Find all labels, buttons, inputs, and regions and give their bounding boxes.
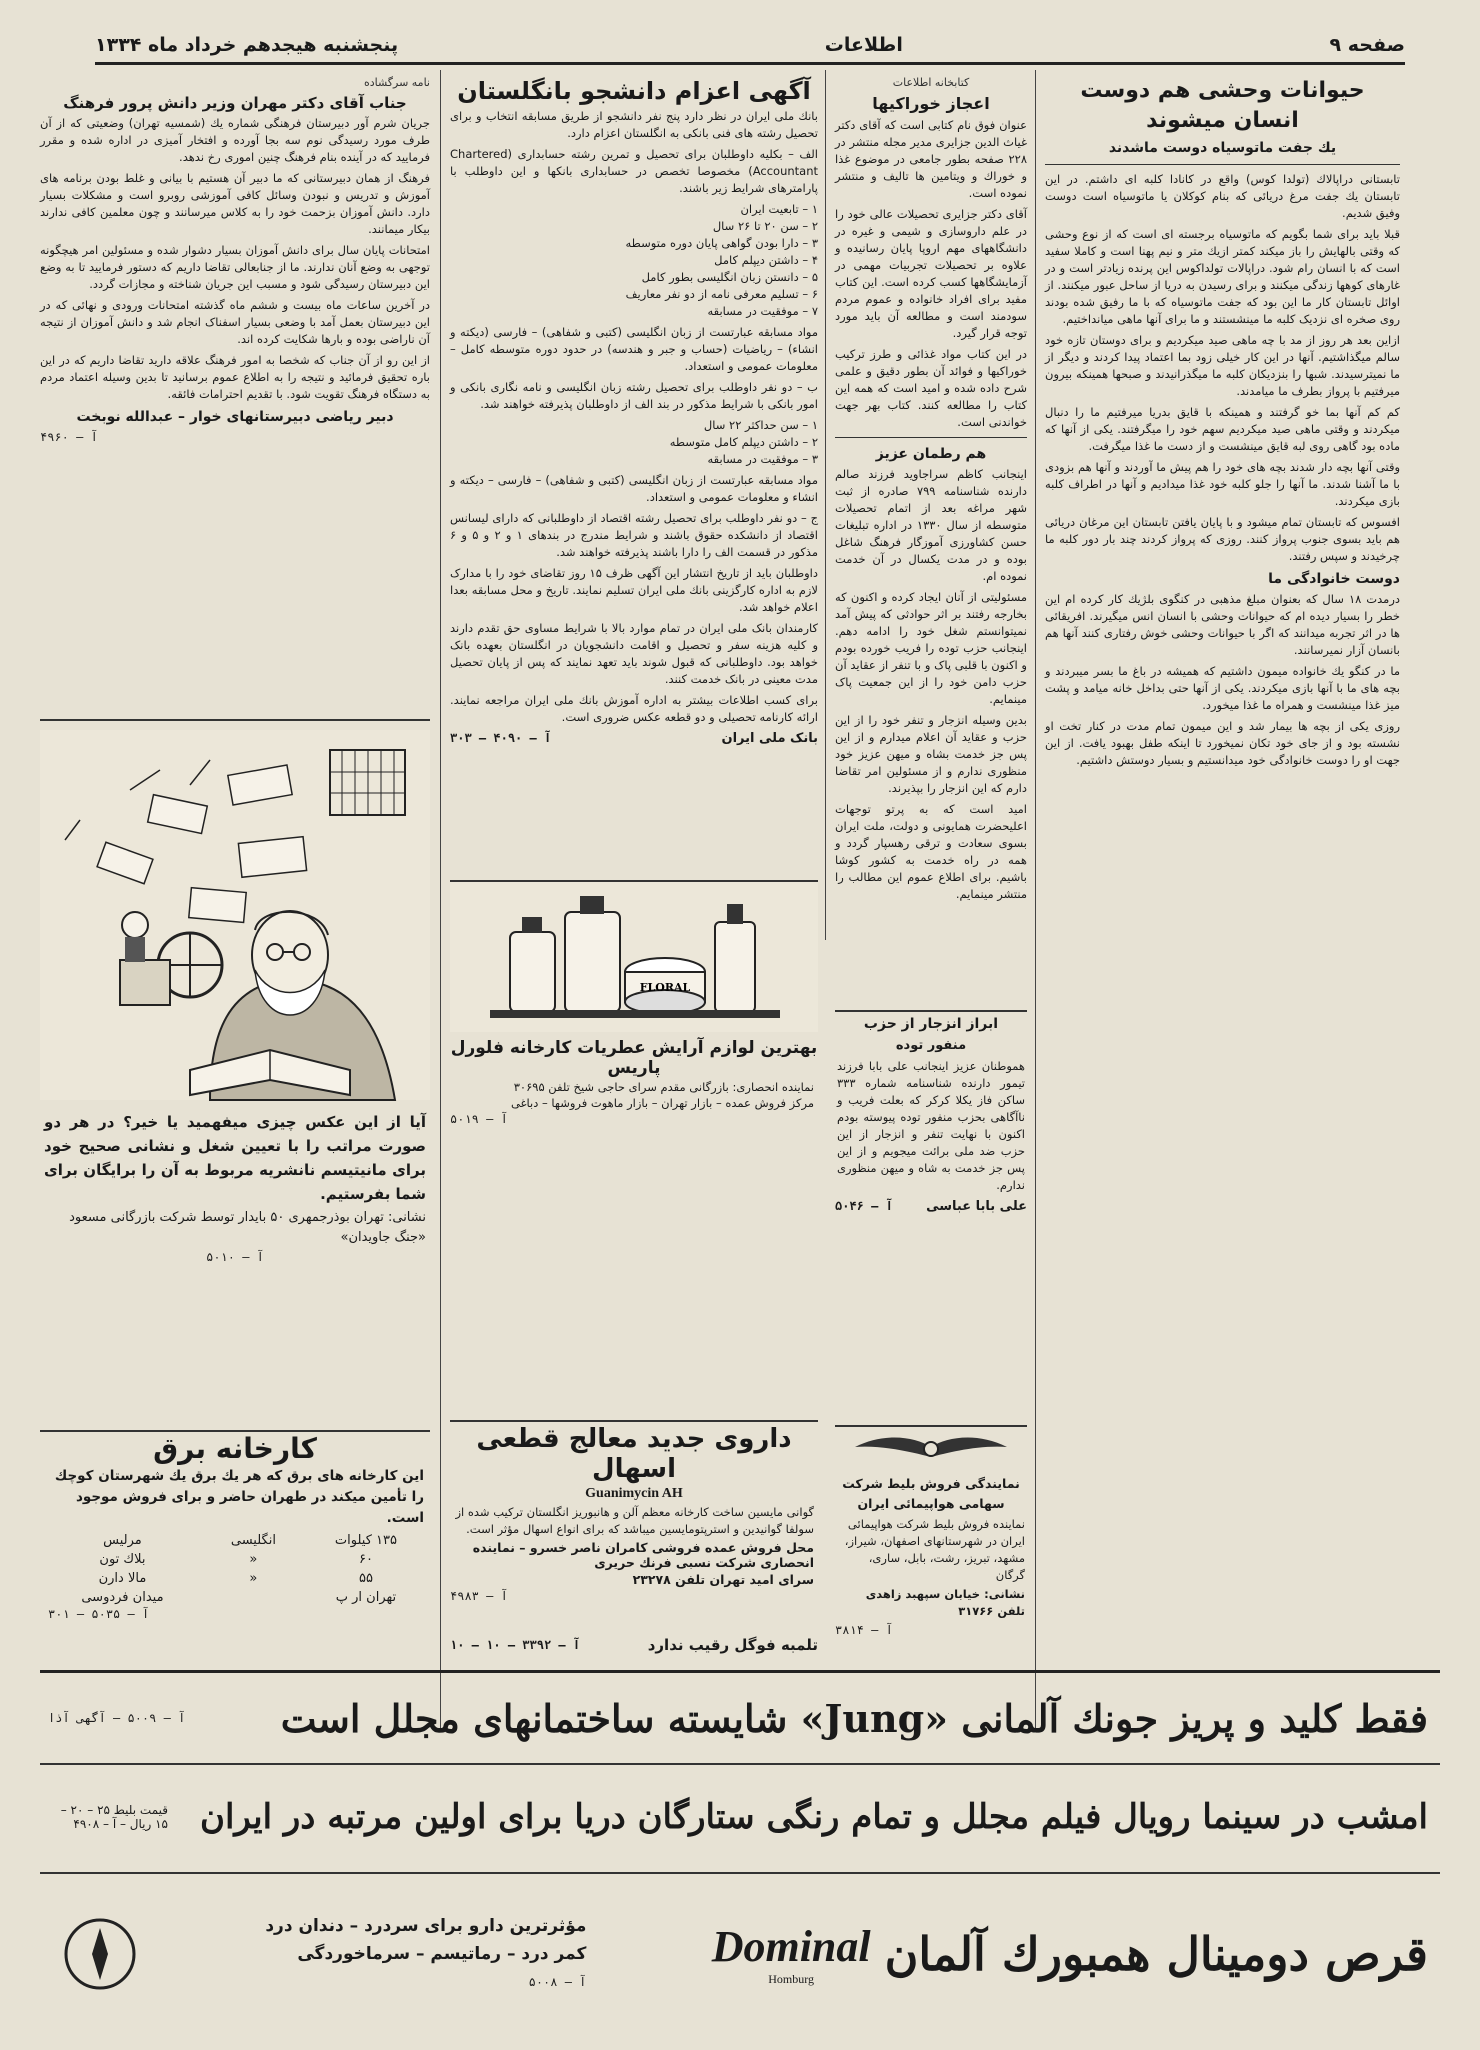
article-wild-animals — [1045, 74, 1400, 1664]
open-letter — [40, 74, 430, 721]
ad-power-plant — [40, 1430, 430, 1667]
ad-title: نمایندگی فروش بلیط شرکت سهامی هواپیمائی ایران — [842, 1476, 1020, 1511]
paragraph: امید است که به پرتو توجهات اعلیحضرت همایونی و دولت، ملت ایران بسوی سعادت و ترقی رهسپار گردد و همه در راه خدمت به کشور کوشا باشیم. برای اطلاع عموم این مطالب را منتشر مینمایم. — [835, 802, 1027, 901]
table-row — [40, 1569, 430, 1588]
paragraph: تابستانی دراپالاك (تولدا کوس) واقع در کانادا کلبه ای داشتم. در این تابستان یك جفت مرغ دریائی که بنام کوکلان یا ماتوسیاه است دوست وفیق شدیم. — [1045, 172, 1400, 220]
section-heading: هم رطمان عزیز — [875, 446, 987, 462]
brand-latin: Dominal — [711, 1922, 871, 1971]
ad-headline: داروی جدید معالج قطعی اسهال — [476, 1424, 792, 1484]
paragraph: ج – دو نفر داوطلب برای تحصیل رشته اقتصاد از داوطلبانی که دارای لیسانس اقتصاد از دانشکده حقوق باشند و شرایط مندرج در بندهای ۱ و ۲ و ۵ و ۶ مذکور در قسمت الف را دارا باشند پذیرفته خواهند شد. — [450, 511, 818, 559]
ad-text: تلمبه فوگل رقیب ندارد — [647, 1636, 818, 1654]
paragraph: عنوان فوق نام کتابی است که آقای دکتر غیاث الدین جزایری مدیر مجله منتشر در ۲۲۸ صفحه بطور جامعی در موضوع غذا و خوراك و ویتامین ها تالیف و منتشر نموده است. — [835, 118, 1027, 200]
paragraph: مواد مسابقه عبارتست از زبان انگلیسی (کتبی و شفاهی) – فارسی (دیکته و انشاء) – ریاضیات (حساب و جبر و هندسه) در حدود دوره متوسطه کامل – معلومات عمومی و استعداد. — [450, 325, 818, 373]
paragraph: در این کتاب مواد غذائی و طرز ترکیب خوراکیها و فوائد آن بطور دقیق و علمی شرح داده شده و امید است که همه این کتاب را مطالعه کنند. کتاب بهر جهت خواندنی است. — [835, 347, 1027, 429]
page-header — [95, 28, 1405, 65]
brand-label: FLORAL — [639, 981, 691, 994]
paragraph: از این رو از آن جناب که شخصا به امور فرهنگ علاقه دارید تقاضا داریم که در این باره تحقیق فرمائید و نتیجه را به اطلاع عموم برسانید تا بدین وسیله اعتماد مردم به دستگاه فرهنگ تقویت شود. با تقدیم احترامات فائقه. — [40, 353, 430, 401]
paragraph: کارمندان بانک ملی ایران در تمام موارد بالا با شرایط مساوی حق تقدم دارند و کلیه هزینه سفر و تحصیل و اقامت دانشجویان در انگلستان بعهده بانک خواهد بود. داوطلبانی که قبول شوند باید تعهد نمایند که پس از پایان تحصیل مدت معینی در بانک خدمت کنند. — [450, 621, 818, 686]
notice-text: هموطنان عزیز اینجانب علی بابا فرزند تیمور دارنده شناسنامه شماره ۳۳۳ ساکن فاز یکلا کرکر که بعلت فریب و ناآگاهی بحزب منفور توده پیوسته بودم اکنون با نهایت تنفر و انزجار از این حزب ضد ملی برائت میجویم و از این پس جز خدمت به شاه و میهن منظوری ندارم. — [837, 1059, 1025, 1192]
paragraph: افسوس که تابستان تمام میشود و با پایان یافتن تابستان این مرغان دریائی هم باید بسوی جنوب پرواز کنند. روزی که پرواز کردند چند بار دور کلبه ما چرخیدند و سپس رفتند. — [1045, 515, 1400, 563]
ad-code: آ – ۵۰۴۶ — [835, 1199, 893, 1213]
ad-guanimycin — [450, 1420, 818, 1657]
paragraph: فرهنگ از همان دبیرستانی که ما دبیر آن هستیم با بیانی و غلط بودن برنامه های آموزش و تدریس و نبودن وسائل کافی آموزشی روبرو است و مشکلات بسیار دارد. دانش آموزان بزحمت خود را به کلاس میرسانند و چون معلمین کافی ندارند بیکار میمانند. — [40, 171, 430, 236]
letter-signature: دبیر ریاضی دبیرستانهای خوار – عبدالله نوبخت — [76, 409, 394, 425]
paragraph: ما در کنگو یك خانواده میمون داشتیم که همیشه در باغ ما بسر میبردند و بچه های ما با آنها بازی میکردند. یکی از آنها حتی بداخل خانه میامد و پشت میز غذا مینشست و همراه ما غذا میخورد. — [1045, 664, 1400, 712]
paragraph: ازاین بعد هر روز از مد با چه ماهی صید میکردیم و برای دوستان تازه خود سالم میگذاشتیم. آنها در این کار خیلی زود بما اعتماد پیدا کردند و دیگر از ما نمیترسیدند. شبها را بنزدیکان کلبه ما میگذرانیدند و صبحها همینکه بیرون میرفتیم با پرواز بطرف ما میامدند. — [1045, 333, 1400, 398]
ad-bank-melli-scholarship — [450, 74, 818, 874]
ad-code: آ – ۴۹۶۰ — [40, 430, 98, 444]
ad-text: نماینده انحصاری: بازرگانی مقدم سرای حاجی شیخ تلفن ۳۰۶۹۵ — [513, 1080, 814, 1094]
ad-text: این کارخانه های برق که هر یك برق یك شهرستان کوچك را تأمین میکند در طهران حاضر و برای فروش موجود است. — [54, 1468, 424, 1526]
section-heading: دوست خانوادگی ما — [1268, 571, 1400, 587]
paragraph: اینجانب کاظم سراجاوید فرزند صالم دارنده شناسنامه ۷۹۹ صادره از ثبت شهر مراغه بعد از اتمام تحصیلات متوسطه از سال ۱۳۳۰ در اداره تبلیغات حسن کشاورزی آموزگار فرهنگ شاغل بوده و در مدت یکسال در آن خدمت نموده ام. — [835, 467, 1027, 583]
banner-dominal — [40, 1874, 1440, 2034]
perfume-bottles-illustration — [450, 882, 818, 1032]
column-rule — [825, 70, 826, 940]
divider — [1045, 164, 1400, 165]
banner-jung-switches — [40, 1670, 1440, 1765]
ad-text: مرکز فروش عمده – بازار تهران – بازار ماهوت فروشها – دباغی — [510, 1096, 814, 1110]
banner-text: امشب در سینما رویال فیلم مجلل و تمام رنگی ستارگان دریا برای اولین مرتبه در ایران — [199, 1797, 1428, 1837]
ad-code: آ – ۳۳۹۲ – ۱۰ – ۱۰ — [450, 1638, 581, 1652]
ad-text: سرای امید تهران تلفن ۲۳۲۷۸ — [632, 1572, 814, 1587]
letter-title: جناب آقای دکتر مهران وزیر دانش پرور فرهنگ — [63, 94, 407, 112]
ad-text: کمر درد – رماتیسم – سرماخوردگی — [297, 1944, 587, 1964]
banner-royal-cinema — [40, 1762, 1440, 1874]
ad-airline-tickets — [835, 1425, 1027, 1667]
table-row — [40, 1550, 430, 1569]
signature-name: بانک ملی ایران — [721, 731, 818, 746]
banner-text: فقط کلید و پریز جونك آلمانی «Jung» شایسته ساختمانهای مجلل است — [280, 1695, 1428, 1741]
table-cell: ۶۰ — [358, 1552, 373, 1567]
article-title: حیوانات وحشی هم دوست انسان میشوند — [1080, 78, 1365, 133]
article-food-book — [835, 74, 1027, 901]
paragraph: امتحانات پایان سال برای دانش آموزان بسیار دشوار شده و مسئولین امر هیچگونه توجهی به وضع آنان ندارند. ما از جنابعالی تقاضا داریم که دستور فرمایید تا به وضع این دبیرستان رسیدگی شود و مسبب این جریان شناخته و مجازات گردد. — [40, 243, 430, 291]
paragraph: کم کم آنها بما خو گرفتند و همینکه با قایق بدریا میرفتیم ما را دنبال میکردند و وقتی ماهی صید میکردیم سهم خود را میگرفتند. یکی از آنها که ماده بود گاهی روی لبه قایق مینشست و از دست ما غذا میگرفت. — [1045, 405, 1400, 453]
divider — [835, 437, 1027, 438]
ad-vogel-pump — [450, 1625, 818, 1665]
paragraph: وقتی آنها بچه دار شدند بچه های خود را هم پیش ما آوردند و آنها هم بزودی با ما آشنا شدند. ما آنها را جلو کلبه خود غذا میدادیم و آنها در اطراف کلبه بازی میکردند. — [1045, 460, 1400, 508]
paragraph: بدین وسیله انزجار و تنفر خود را از این حزب و عقاید آن اعلام میدارم و از این پس جز خدمت بشاه و میهن عزیز خود منظوری ندارم و از مسئولین امر تقاضا دارم که این انزجار را بپذیرند. — [835, 713, 1027, 795]
paragraph: مسئولیتی از آنان ایجاد کرده و اکنون که بخارجه رفتند بر اثر حوادثی که پیش آمد نمیتوانستم شغل خود را ادامه دهم. اینجانب حزب توده را فریب خورده بودم و اکنون با قلبی پاک و با تنفر از عقاید آن حزب دامن خود را از این جمعیت پاک مینمایم. — [835, 590, 1027, 706]
paragraph: مواد مسابقه عبارتست از زبان انگلیسی (کتبی و شفاهی) – فارسی – دیکته و انشاء و معلومات عمومی و استعداد. — [450, 473, 818, 504]
dominal-uses — [265, 1912, 586, 1996]
column-rule — [440, 70, 441, 1730]
ad-title: آگهی اعزام دانشجو بانگلستان — [457, 77, 811, 105]
dominal-title-group — [712, 1921, 1428, 1987]
ticket-price: قیمت بلیط ۲۵ – ۲۰ – ۱۵ ریال – آ – ۴۹۰۸ — [60, 1803, 168, 1831]
table-row — [40, 1588, 430, 1607]
paragraph: داوطلبان باید از تاریخ انتشار این آگهی ظرف ۱۵ روز تقاضای خود را با مدارک لازم به اداره کارگزینی بانك ملی ایران تسلیم نمایند. تاریخ و محل مسابقه بعدا اعلام خواهد شد. — [450, 566, 819, 614]
requirements-list: ۱ – تابعیت ایران ۲ – سن ۲۰ تا ۲۶ سال ۳ – دارا بودن گواهی پایان دوره متوسطه ۴ – داشتن دیپلم کامل ۵ – دانستن زبان انگلیسی بطور کامل ۶ – تسلیم معرفی نامه از دو نفر معاریف ۷ – موفقیت در مسابقه — [625, 202, 818, 318]
generator-table — [40, 1531, 430, 1607]
issue-date: پنجشنبه هیجدهم خرداد ماه ۱۳۳۴ — [95, 34, 399, 56]
ad-text: مؤثرترین دارو برای سردرد – دندان درد — [265, 1916, 587, 1936]
ad-floral-perfume — [450, 880, 818, 1172]
ad-code: آ – ۵۰۱۹ — [450, 1112, 508, 1126]
ad-code: آ – ۵۰۳۵ – ۳۰۱ — [48, 1607, 150, 1621]
table-cell: مرلیس — [103, 1533, 142, 1548]
brand-latin: Guanimycin AH — [585, 1486, 683, 1501]
table-cell: « — [249, 1571, 258, 1586]
ad-signature — [450, 730, 818, 747]
column-rule — [1035, 70, 1036, 1730]
maker-latin: Homburg — [768, 1972, 815, 1986]
paragraph: در آخرین ساعات ماه بیست و ششم ماه گذشته امتحانات ورودی و نهائی که در این دبیرستان بعمل آمد با وضعی بسیار اسفناک انجام شد و دانش آموزان از نتیجه آن ناراضی بوده و بارها شکایت کرده اند. — [40, 298, 430, 346]
winged-emblem-icon — [835, 1427, 1027, 1467]
table-cell: میدان فردوسی — [81, 1590, 164, 1605]
contact-address: نشانی: تهران بوذرجمهری ۵۰ بایدار توسط شرکت بازرگانی مسعود «جنگ جاویدان» — [69, 1210, 426, 1245]
paragraph: جریان شرم آور دبیرستان فرهنگی شماره یك (شمسیه تهران) وضعیتی که از آن طرف مورد رسیدگی نوم سه بجا آورده و افتخار آمیزی در اداره شده و مقرر فرمایید که در آینده بنام فرهنگ چنین اموری رخ ندهد. — [40, 116, 430, 164]
table-row — [40, 1531, 430, 1550]
table-cell: تهران ار پ — [335, 1590, 397, 1605]
article-title: اعجاز خوراکیها — [872, 94, 990, 113]
requirements-list: ۱ – سن حداکثر ۲۲ سال ۲ – داشتن دیپلم کامل متوسطه ۳ – موفقیت در مسابقه — [669, 418, 818, 466]
table-cell: ۱۳۵ کیلوات — [334, 1533, 397, 1548]
notice-subtitle: منفور توده — [895, 1038, 967, 1053]
table-cell: بلاك تون — [99, 1552, 146, 1567]
illustration-caption: آیا از این عکس چیزی میفهمید یا خیر؟ در هر دو صورت مراتب را با تعیین شغل و نشانی صحیح خود برای مانیتیسم نانشریه مربوط به آن را برایگان برای شما بفرستیم. — [44, 1113, 426, 1203]
table-cell: مالا دارن — [98, 1571, 147, 1586]
page-number: صفحه ۹ — [1329, 34, 1405, 56]
ad-code: آ – ۴۹۸۳ — [450, 1589, 508, 1603]
paragraph: برای کسب اطلاعات بیشتر به اداره آموزش بانك ملی ایران مراجعه نمایند. ارائه کارنامه تحصیلی و دو قطعه عکس ضروری است. — [450, 693, 818, 724]
table-cell — [205, 1588, 302, 1607]
ad-text: گوانی مایسین ساخت کارخانه معظم آلن و هانبوریز انگلستان ترکیب شده از سولفا گوانیدین و استرپتومایسین میباشد که برای انواع اسهال مؤثر است. — [455, 1505, 814, 1536]
ad-text: نماینده فروش بلیط شرکت هواپیمائی ایران در شهرستانهای اصفهان، شیراز، مشهد، تبریز، رشت، بابل، ساری، گرگان — [844, 1517, 1025, 1582]
paragraph: روزی یکی از بچه ها بیمار شد و این میمون تمام مدت در کنار تخت او نشسته بود و از جای خود تکان نمیخورد تا اینکه طفل بهبود یافت. از این جهت او را دوست خانوادگی خود میدانستیم و بسیار دوستش داشتیم. — [1045, 719, 1400, 767]
ad-code: آ – ۵۰۰۸ — [528, 1975, 587, 1989]
table-cell: انگلیسی — [230, 1533, 276, 1548]
ad-title: کارخانه برق — [153, 1432, 317, 1465]
notice-title: ابراز انزجار از حزب — [863, 1016, 999, 1032]
ad-code: آ – ۵۰۱۰ — [206, 1250, 264, 1264]
ad-code: آ – ۴۰۹۰ – ۳۰۳ — [450, 731, 552, 745]
article-subtitle: یك جفت ماتوسیاه دوست ماشدند — [1108, 140, 1337, 156]
paragraph: بانك ملی ایران در نظر دارد پنج نفر دانشجو از طریق مسابقه انتخاب و برای تحصیل رشته های فنی بانکی به انگلستان اعزام دارد. — [450, 109, 818, 140]
ad-code: آ – ۵۰۰۹ – آگهی آذا — [48, 1711, 186, 1725]
notice-party-resignation — [835, 1010, 1027, 1422]
paragraph: آقای دکتر جزایری تحصیلات عالی خود را در علم داروسازی و شیمی و غیره در دانشگاههای مهم اروپا پایان رسانیده و علاوه بر تحصیلات تجربیات مهمی در آزمایشگاهها کسب کرده است. این کتاب مفید برای افراد خانواده و عموم مردم سودمند است و مطالعه آن باید مورد توجه قرار گیرد. — [835, 207, 1027, 340]
table-cell: ۵۵ — [358, 1571, 373, 1586]
ad-code: آ – ۳۸۱۴ — [835, 1623, 893, 1637]
notice-signature — [835, 1198, 1027, 1215]
homburg-logo-icon — [60, 1914, 140, 1994]
banner-text: قرص دومینال همبورك آلمان — [884, 1927, 1428, 1981]
ad-headline: بهترین لوازم آرایش عطریات کارخانه فلورل پاریس — [450, 1038, 818, 1078]
dominal-brand — [712, 1921, 871, 1987]
illustration-ad — [40, 730, 430, 1264]
paragraph: ب – دو نفر داوطلب برای تحصیل رشته زبان انگلیسی و نامه نگاری بانکی و امور بانکی با شرایط مذکور در بند الف از داوطلبان پذیرفته خواهند شد. — [450, 380, 818, 411]
paragraph: درمدت ۱۸ سال که بعنوان مبلغ مذهبی در کنگوی بلژیك کار کرده ام این خطر را بسیار دیده ام که حیوانات وحشی با انسان انس میگیرند. افریقائی ها در اثر تجربه میدانند که اگر با حیوانات وحشی خوش رفتاری کنند آنها هم بانسان آزار نمیرسانند. — [1045, 592, 1400, 657]
table-cell: « — [249, 1552, 258, 1567]
paragraph: قبلا باید برای شما بگویم که ماتوسیاه برجسته ای است که از نوع وحشی که وقتی بالهایش را باز میکند کمتر ازیك متر و نیم پهنا است و کاملا سفید است که با انسان رام شود. دراپالات تولداکوس این پرنده زیادتر است و در غارهای کوهها زندگی میکنند و برای رسیدن به دریا از ساحل عبور میکنند. از اوائل تابستان کار ما این بود که جفت ماتوسیاه که با ما رفیق شده بودند روی صخره ای نزدیک کلبه ما مینشستند و ما برای آنها ماهی میانداختیم. — [1045, 227, 1400, 326]
ad-text: نشانی: خیابان سپهبد زاهدی تلفن ۳۱۷۶۶ — [865, 1587, 1025, 1618]
signature-name: علی بابا عباسی — [926, 1199, 1027, 1214]
old-man-printing-press-illustration — [40, 730, 430, 1100]
newspaper-name: اطلاعات — [824, 34, 903, 56]
paragraph: الف – بکلیه داوطلبان برای تحصیل و تمرین رشته حسابداری (Chartered Accountant) مخصوصا تخصص در حسابداری بانکها و این داوطلب با پارامترهای شرایط زیر باشند. — [450, 147, 818, 195]
ad-text: محل فروش عمده فروشی کامران ناصر خسرو – نماینده انحصاری شرکت نسبی فرنك حریری — [472, 1540, 814, 1570]
section-kicker: نامه سرگشاده — [363, 76, 430, 89]
section-kicker: کتابخانه اطلاعات — [892, 76, 970, 89]
